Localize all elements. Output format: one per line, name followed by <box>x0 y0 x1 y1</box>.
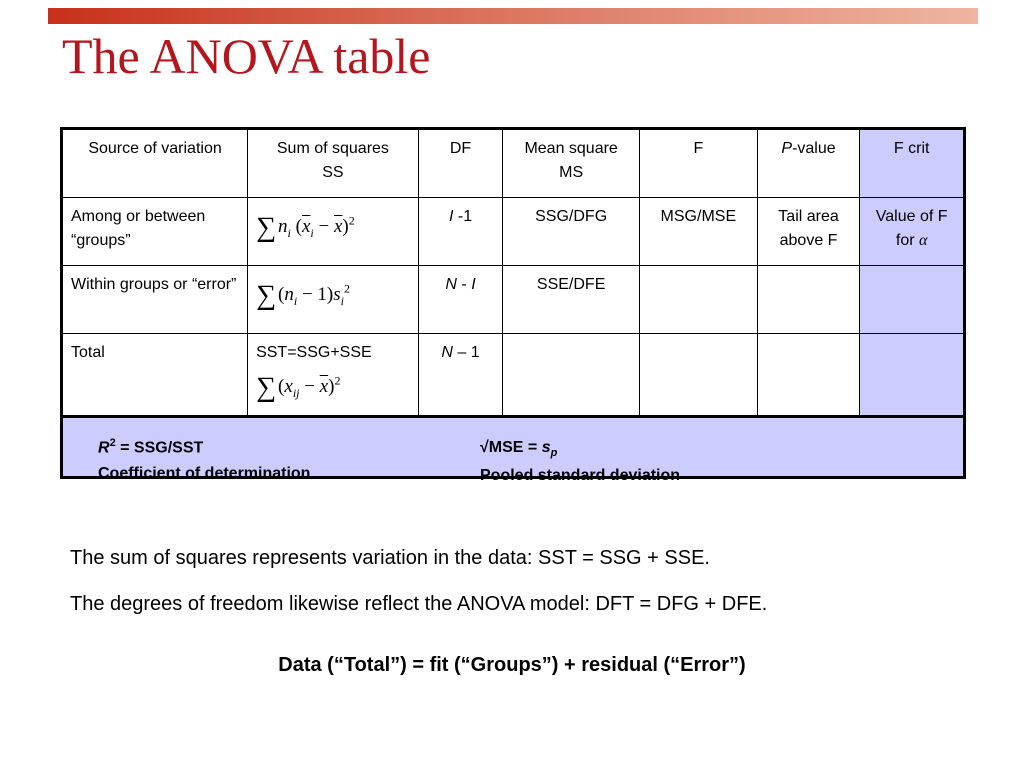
header-f: F <box>639 129 757 198</box>
mse-sub: p <box>550 447 558 460</box>
row-total-df-rest: – 1 <box>452 344 480 361</box>
row-total-f <box>639 334 757 417</box>
mse-prefix: √MSE = <box>480 439 542 456</box>
table-row-error <box>62 266 965 334</box>
row-groups-fcrit-text: Value of F for <box>875 208 948 249</box>
row-groups-pvalue: Tail area above F <box>757 198 860 266</box>
table-footer <box>62 417 965 484</box>
row-total-fcrit <box>860 334 965 417</box>
r-exp: 2 <box>109 437 116 449</box>
row-groups-fcrit <box>860 198 965 266</box>
explanation-line-1: The sum of squares represents variation in the data: SST = SSG + SSE. <box>70 547 710 569</box>
slide-title: The ANOVA table <box>62 28 431 84</box>
mse-formula <box>480 435 680 463</box>
row-groups-df <box>418 198 503 266</box>
header-mean-square <box>503 129 640 198</box>
sst-formula: ∑ $(x_{ij} - \overline{x})^2$ <box>256 372 341 403</box>
table-row-groups <box>62 198 965 266</box>
row-groups-ss <box>248 198 419 266</box>
row-groups-ms: SSG/DFG <box>503 198 640 266</box>
r-squared-caption: Coefficient of determination <box>98 464 311 482</box>
row-error-ss <box>248 266 419 334</box>
mse-s: s <box>541 439 551 456</box>
header-sum-of-squares <box>248 129 419 198</box>
row-groups-source: Among or between “groups” <box>62 198 248 266</box>
row-groups-df-var: I <box>448 208 454 225</box>
row-total-ss-text: SST=SSG+SSE <box>256 344 372 361</box>
ssg-formula: ∑ $n_i$ $(\overline{x}_i - \overline{x})^2$ <box>256 212 355 243</box>
r-squared-box <box>98 435 310 487</box>
row-error-source: Within groups or “error” <box>62 266 248 334</box>
alpha-symbol: α <box>919 232 928 249</box>
header-p-rest: -value <box>792 140 836 157</box>
row-error-fcrit <box>860 266 965 334</box>
header-p-italic: P <box>781 140 793 157</box>
row-error-df-var2: I <box>471 276 476 293</box>
row-error-df-var1: N <box>445 276 457 293</box>
model-equation: Data (“Total”) = fit (“Groups”) + residual (“Error”) <box>278 654 746 676</box>
row-error-f <box>639 266 757 334</box>
mse-box <box>480 435 680 488</box>
explanation-line-2: The degrees of freedom likewise reflect the ANOVA model: DFT = DFG + DFE. <box>70 593 768 615</box>
row-total-df <box>418 334 503 417</box>
row-error-df <box>418 266 503 334</box>
table-header-row <box>62 129 965 198</box>
r-rest: = SSG/SST <box>115 439 204 457</box>
header-p-value <box>757 129 860 198</box>
row-total-ms <box>503 334 640 417</box>
row-groups-df-rest: -1 <box>453 208 473 225</box>
row-total-pvalue <box>757 334 860 417</box>
header-source: Source of variation <box>62 129 248 198</box>
table-row-total <box>62 334 965 417</box>
row-groups-f: MSG/MSE <box>639 198 757 266</box>
header-f-crit: F crit <box>860 129 965 198</box>
row-total-ss <box>248 334 419 417</box>
header-ss-line1: Sum of squares <box>276 140 389 157</box>
header-ms-line1: Mean square <box>524 140 618 157</box>
row-error-ms: SSE/DFE <box>503 266 640 334</box>
header-ss-line2: SS <box>322 164 344 181</box>
sse-formula: ∑ $(n_i - 1)s_i^2$ <box>256 280 351 311</box>
row-total-source: Total <box>62 334 248 417</box>
row-total-df-var: N <box>441 344 453 361</box>
header-df: DF <box>418 129 503 198</box>
anova-table <box>60 127 966 484</box>
title-accent-bar <box>48 8 978 24</box>
table-footer-row <box>62 417 965 478</box>
header-ms-line2: MS <box>559 164 584 181</box>
mse-caption: Pooled standard deviation <box>480 466 681 484</box>
r-squared-formula <box>98 435 310 461</box>
row-error-pvalue <box>757 266 860 334</box>
r-var: R <box>98 439 110 457</box>
row-error-df-sep: - <box>456 276 472 293</box>
